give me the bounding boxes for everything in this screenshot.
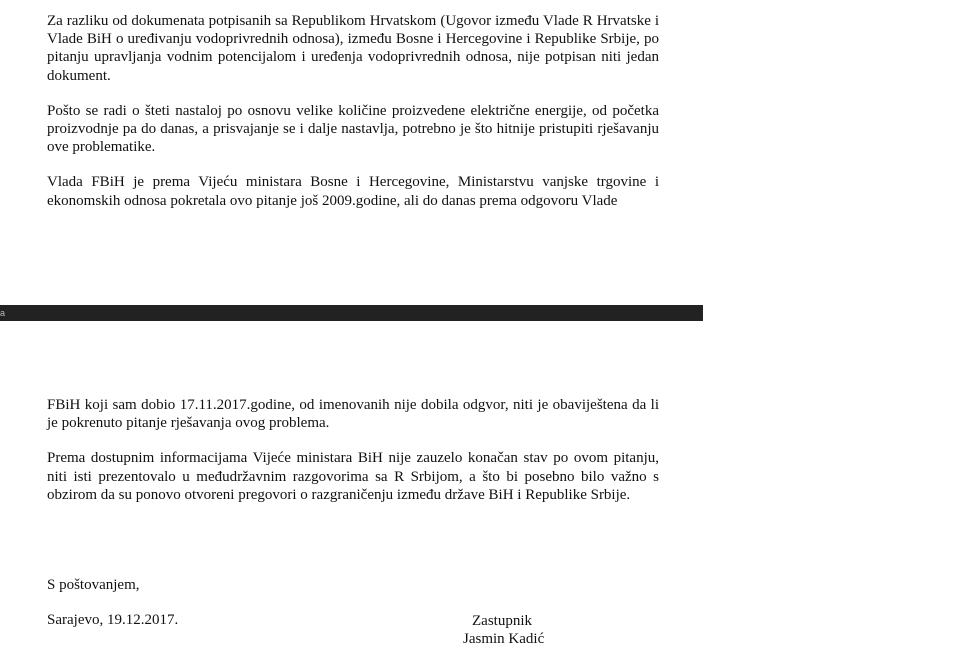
- signature-name: Jasmin Kadić: [463, 631, 545, 647]
- page-bottom-text: [47, 396, 659, 521]
- page-break-separator: [0, 305, 703, 321]
- paragraph-government-initiative: Vlada FBiH je prema Vijeću ministara Bosne i Hercegovine, Ministarstvu vanjske trgovine i ekonomskih odnosa pokretala ovo pitanje još 2009.godine, ali do danas prema odgovoru Vlade: [47, 174, 659, 209]
- closing-greeting: S poštovanjem,: [47, 577, 140, 593]
- paragraph-response: FBiH koji sam dobio 17.11.2017.godine, od imenovanih nije dobila odgvor, niti je obaviještena da li je pokrenuto pitanje rješavanja ovog problema.: [47, 397, 659, 432]
- page-break-marker: a: [0, 308, 6, 318]
- paragraph-council-position: Prema dostupnim informacijama Vijeće ministara BiH nije zauzelo konačan stav po ovom pitanju, niti isti prezentovalo u međudržavnim razgovorima sa R Srbijom, a što bi posebno bilo važno s obzirom da su ponovo otvoreni pregovori o razgraničenju između države BiH i Republike Srbije.: [47, 450, 659, 503]
- place-and-date: Sarajevo, 19.12.2017.: [47, 612, 179, 628]
- page-top-text: [47, 12, 659, 227]
- paragraph-agreements: Za razliku od dokumenata potpisanih sa Republikom Hrvatskom (Ugovor između Vlade R Hrvatske i Vlade BiH o uređivanju vodoprivrednih odnosa), između Bosne i Hercegovine i Republike Srbije, po pitanju upravljanja vodnim potencijalom i uređenja vodoprivrednih odnosa, nije potpisan niti jedan dokument.: [47, 13, 659, 84]
- paragraph-damage: Pošto se radi o šteti nastaloj po osnovu velike količine proizvedene električne energije, od početka proizvodnje pa do danas, a prisvajanje se i dalje nastavlja, potrebno je što hitnije pristupiti rješavanju ove problematike.: [47, 102, 659, 156]
- signature-title: Zastupnik: [472, 613, 532, 629]
